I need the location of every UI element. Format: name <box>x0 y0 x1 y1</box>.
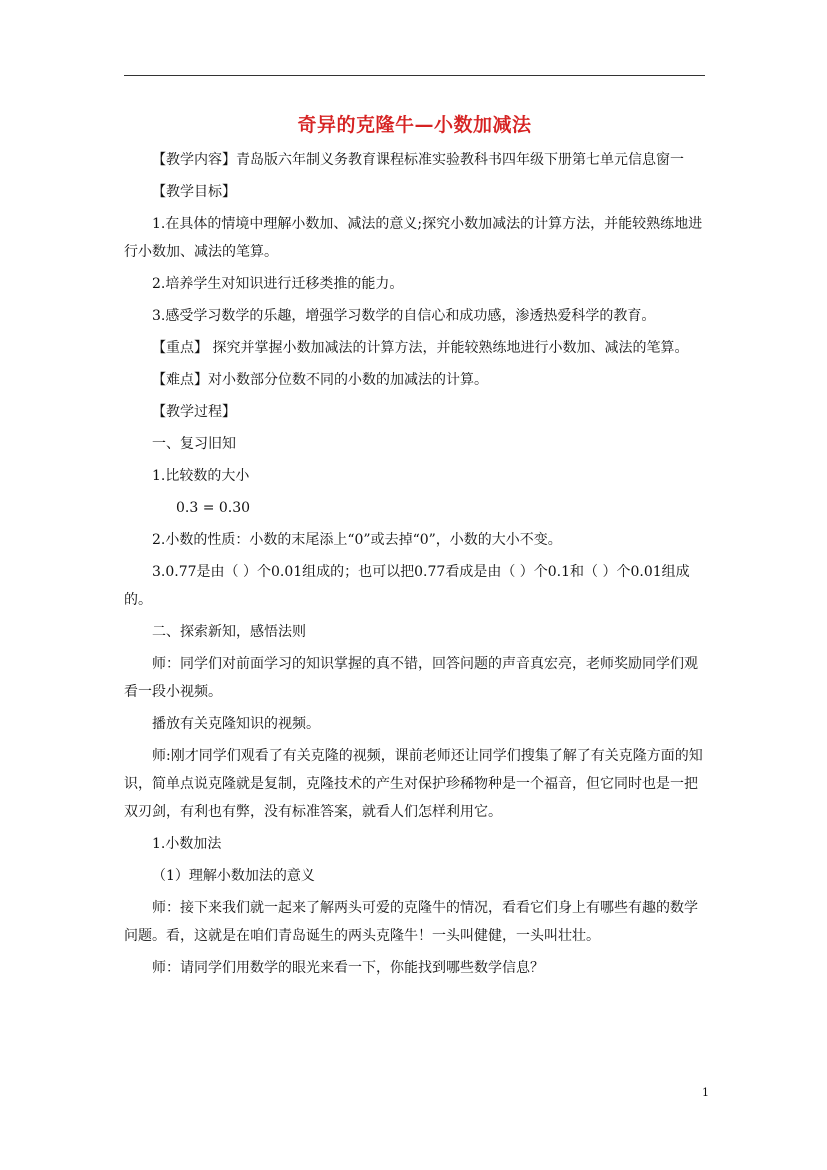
page-number: 1 <box>702 1086 709 1099</box>
paragraph: 【难点】对小数部分位数不同的小数的加减法的计算。 <box>152 372 488 388</box>
paragraph: 【重点】 探究并掌握小数加减法的计算方法，并能较熟练地进行小数加、减法的笔算。 <box>152 340 689 356</box>
paragraph: 师：同学们对前面学习的知识掌握的真不错，回答问题的声音真宏亮，老师奖励同学们观看一段小视频。 <box>124 656 698 700</box>
header-rule <box>124 75 705 76</box>
paragraph: 播放有关克隆知识的视频。 <box>152 716 320 732</box>
paragraph: 二、探索新知，感悟法则 <box>152 624 306 640</box>
paragraph: 1.比较数的大小 <box>152 468 250 484</box>
paragraph: 一、复习旧知 <box>152 436 236 452</box>
paragraph: 3.0.77是由（ ）个0.01组成的；也可以把0.77看成是由（ ）个0.1和（ ）个0.01组成的。 <box>124 564 690 608</box>
paragraph: 【教学过程】 <box>152 404 236 420</box>
paragraph: 3.感受学习数学的乐趣，增强学习数学的自信心和成功感，渗透热爱科学的教育。 <box>152 308 656 324</box>
paragraph: 2.培养学生对知识进行迁移类推的能力。 <box>152 276 404 292</box>
paragraph: 1.小数加法 <box>152 836 222 852</box>
paragraph: 1.在具体的情境中理解小数加、减法的意义;探究小数加减法的计算方法，并能较熟练地进行小数加、减法的笔算。 <box>124 216 703 260</box>
paragraph: 师：请同学们用数学的眼光来看一下，你能找到哪些数学信息？ <box>152 960 544 976</box>
paragraph: （1）理解小数加法的意义 <box>152 868 315 884</box>
paragraph: 师：接下来我们就一起来了解两头可爱的克隆牛的情况，看看它们身上有哪些有趣的数学问题。看，这就是在咱们青岛诞生的两头克隆牛！一头叫健健，一头叫壮壮。 <box>124 900 698 944</box>
paragraph: 【教学目标】 <box>152 184 236 200</box>
document-title: 奇异的克隆牛—小数加减法 <box>297 114 532 136</box>
paragraph: 2.小数的性质：小数的末尾添上“0”或去掉“0”，小数的大小不变。 <box>152 532 562 548</box>
document-body <box>124 146 705 986</box>
paragraph: 师:刚才同学们观看了有关克隆的视频，课前老师还让同学们搜集了解了有关克隆方面的知识，简单点说克隆就是复制，克隆技术的产生对保护珍稀物种是一个福音，但它同时也是一把双刃剑，有利也有弊，没有标准答案，就看人们怎样利用它。 <box>124 748 703 820</box>
paragraph: 0.3 = 0.30 <box>176 500 251 516</box>
paragraph: 【教学内容】青岛版六年制义务教育课程标准实验教科书四年级下册第七单元信息窗一 <box>152 152 684 168</box>
